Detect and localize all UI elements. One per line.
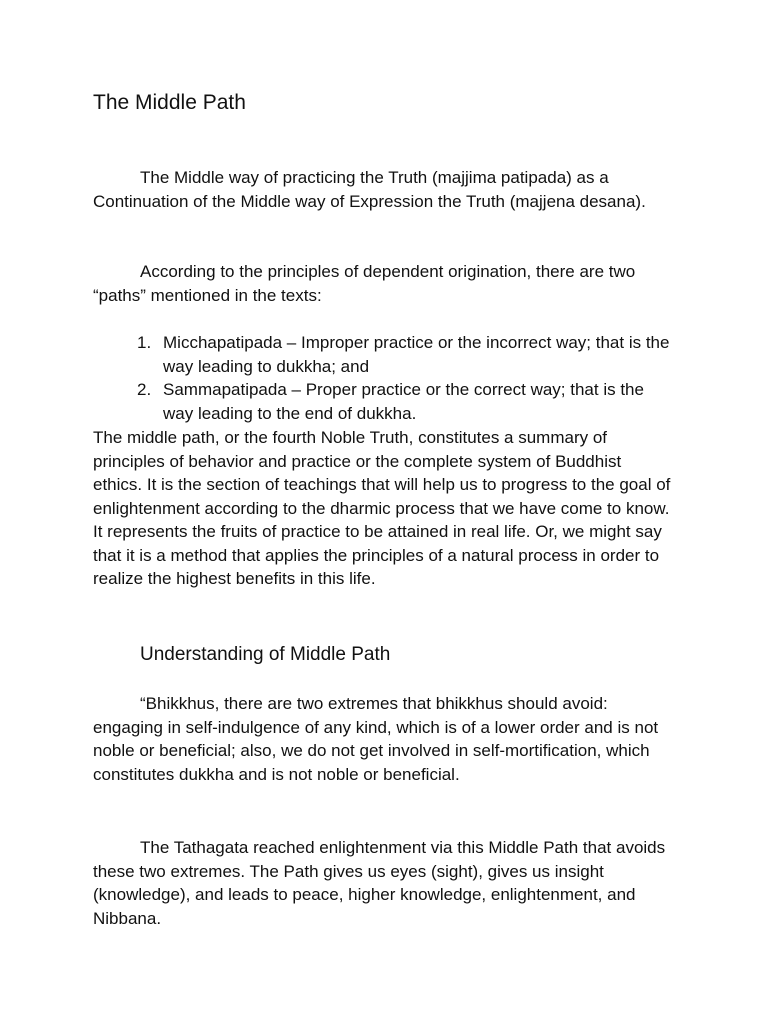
list-item-number: 1. [137,333,152,352]
paths-list [93,331,673,425]
quote-paragraph: “Bhikkhus, there are two extremes that bhikkhus should avoid: engaging in self-indulgence of any kind, which is of a lower order and is not noble or beneficial; also, we do not get involved in self-mortification, which constitutes dukkha and is not noble or beneficial. [93,694,659,784]
list-item [93,378,673,425]
list-item-text: Micchapatipada – Improper practice or the incorrect way; that is the way leading to dukkha; and [163,333,670,376]
middle-path-summary-paragraph: The middle path, or the fourth Noble Truth, constitutes a summary of principles of behavior and practice or the complete system of Buddhist ethics. It is the section of teachings that will help us to progress to the goal of enlightenment according to the dharmic process that we have come to know. It represents the fruits of practice to be attained in real life. Or, we might say that it is a method that applies the principles of a natural process in order to realize the highest benefits in this life. [93,428,671,588]
intro-paragraph: The Middle way of practicing the Truth (majjima patipada) as a Continuation of the Middle way of Expression the Truth (majjena desana). [93,168,646,211]
list-item-number: 2. [137,380,152,399]
dependent-origination-paragraph: According to the principles of dependent origination, there are two “paths” mentioned in the texts: [93,262,636,305]
section-heading: Understanding of Middle Path [140,644,391,665]
tathagata-paragraph: The Tathagata reached enlightenment via this Middle Path that avoids these two extremes. The Path gives us eyes (sight), gives us insight (knowledge), and leads to peace, higher knowledge, enlightenment, and Nibbana. [93,838,666,928]
list-item-text: Sammapatipada – Proper practice or the correct way; that is the way leading to the end of dukkha. [163,380,644,423]
document-title: The Middle Path [93,91,246,114]
list-item [93,331,673,378]
